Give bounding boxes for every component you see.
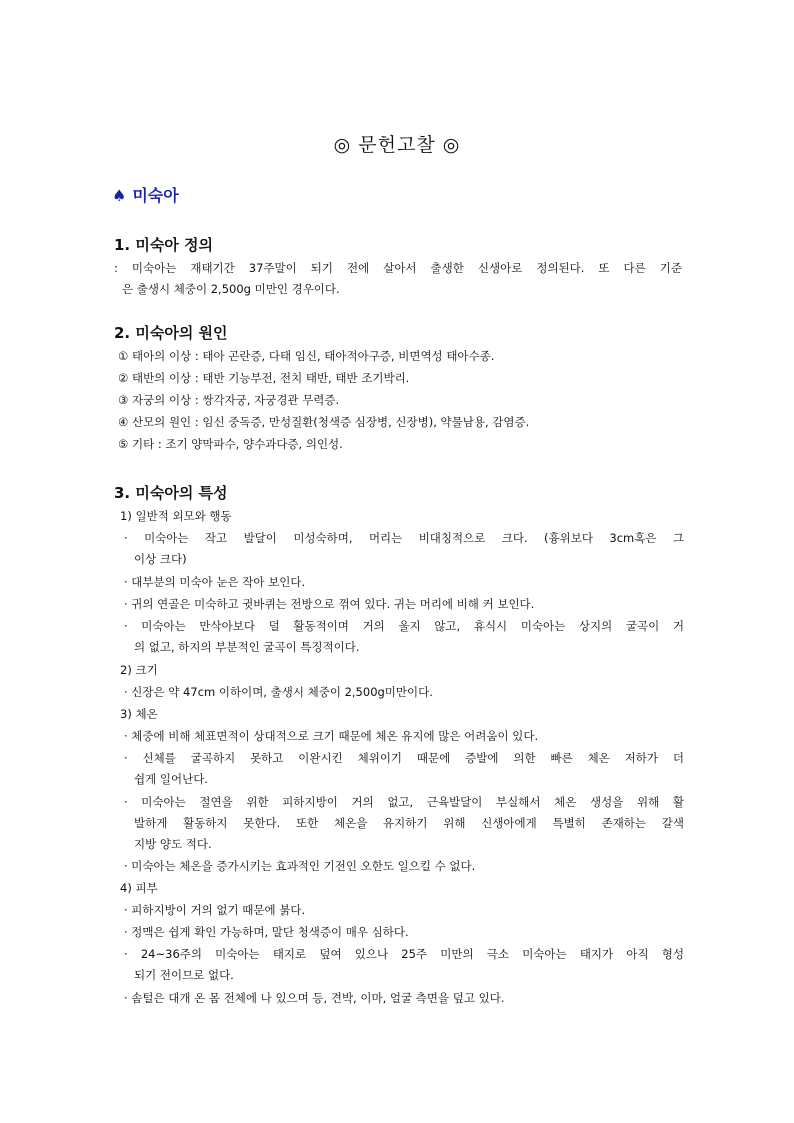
bullet-continuation: 의 없고, 하지의 부분적인 굴곡이 특징적이다. (134, 640, 360, 654)
bullet-item (124, 594, 684, 615)
bullet-line: · 미숙아는 작고 발달이 미성숙하며, 머리는 비대칭적으로 크다. (흉위보다 3cm혹은 그 (124, 531, 684, 545)
subheading-appearance: 1) 일반적 외모와 행동 (120, 509, 232, 523)
bullet-line: · 대부분의 미숙아 눈은 작아 보인다. (124, 575, 306, 589)
cause-item: ① 태아의 이상 : 태아 곤란증, 다태 임신, 태아적아구증, 비면역성 태아수종. (118, 349, 495, 363)
page-title: ◎ 문헌고찰 ◎ (333, 134, 461, 156)
bullet-item (124, 572, 684, 593)
bullet-line: · 솜털은 대개 온 몸 전체에 나 있으며 등, 견박, 이마, 얼굴 측면을 덮고 있다. (124, 991, 505, 1005)
bullet-line: · 신체를 굴곡하지 못하고 이완시킨 체위이기 때문에 증발에 의한 빠른 체온 저하가 더 (124, 751, 684, 765)
bullet-item (124, 944, 684, 986)
definition-paragraph (114, 258, 682, 300)
bullet-item (124, 988, 684, 1009)
section-heading (112, 183, 179, 206)
spade-icon: ♠ (112, 186, 127, 205)
bullet-item (124, 748, 684, 790)
heading-causes: 2. 미숙아의 원인 (114, 324, 228, 342)
heading-characteristics: 3. 미숙아의 특성 (114, 484, 228, 502)
heading-definition: 1. 미숙아 정의 (114, 236, 214, 254)
bullet-line: · 귀의 연골은 미숙하고 귓바퀴는 전방으로 꺾여 있다. 귀는 머리에 비해 커 보인다. (124, 597, 535, 611)
bullet-line: · 피하지방이 거의 없기 때문에 붉다. (124, 903, 306, 917)
section-label: 미숙아 (132, 186, 179, 205)
subheading-skin: 4) 피부 (120, 881, 158, 895)
bullet-continuation: 발하게 활동하지 못한다. 또한 체온을 유지하기 위해 신생아에게 특별히 존재하는 갈색 (134, 816, 684, 830)
definition-line-1: : 미숙아는 재태기간 37주말이 되기 전에 살아서 출생한 신생아로 정의된다. 또 다른 기준 (114, 261, 682, 275)
subheading-temperature: 3) 체온 (120, 707, 158, 721)
bullet-item (124, 856, 684, 877)
bullet-continuation: 지방 양도 적다. (134, 837, 212, 851)
definition-line-2: 은 출생시 체중이 2,500g 미만인 경우이다. (122, 282, 340, 296)
bullet-line: · 신장은 약 47cm 이하이며, 출생시 체중이 2,500g미만이다. (124, 685, 433, 699)
bullet-item (124, 616, 684, 658)
bullet-line: · 미숙아는 만삭아보다 덜 활동적이며 거의 울지 않고, 휴식시 미숙아는 상지의 굴곡이 거 (124, 619, 684, 633)
cause-item: ⑤ 기타 : 조기 양막파수, 양수과다증, 의인성. (118, 437, 343, 451)
bullet-item (124, 792, 684, 855)
bullet-line: · 체중에 비해 체표면적이 상대적으로 크기 때문에 체온 유지에 많은 어려움이 있다. (124, 729, 539, 743)
bullet-continuation: 이상 크다) (134, 552, 187, 566)
bullet-item (124, 922, 684, 943)
bullet-item (124, 900, 684, 921)
bullet-line: · 미숙아는 절연을 위한 피하지방이 거의 없고, 근육발달이 부실해서 체온 생성을 위해 활 (124, 795, 684, 809)
cause-item: ④ 산모의 원인 : 임신 중독증, 만성질환(청색증 심장병, 신장병), 약물남용, 감염증. (118, 415, 530, 429)
bullet-line: · 24~36주의 미숙아는 태지로 덮여 있으나 25주 미만의 극소 미숙아는 태지가 아직 형성 (124, 947, 684, 961)
subheading-size: 2) 크기 (120, 663, 158, 677)
cause-item: ③ 자궁의 이상 : 쌍각자궁, 자궁경관 무력증. (118, 393, 340, 407)
bullet-item (124, 726, 684, 747)
bullet-line: · 정맥은 쉽게 확인 가능하며, 말단 청색증이 매우 심하다. (124, 925, 409, 939)
cause-item: ② 태반의 이상 : 태반 기능부전, 전치 태반, 태반 조기박리. (118, 371, 410, 385)
bullet-item (124, 682, 684, 703)
bullet-line: · 미숙아는 체온을 증가시키는 효과적인 기전인 오한도 일으킬 수 없다. (124, 859, 476, 873)
bullet-item (124, 528, 684, 570)
bullet-continuation: 쉽게 일어난다. (134, 772, 208, 786)
bullet-continuation: 되기 전이므로 없다. (134, 968, 234, 982)
